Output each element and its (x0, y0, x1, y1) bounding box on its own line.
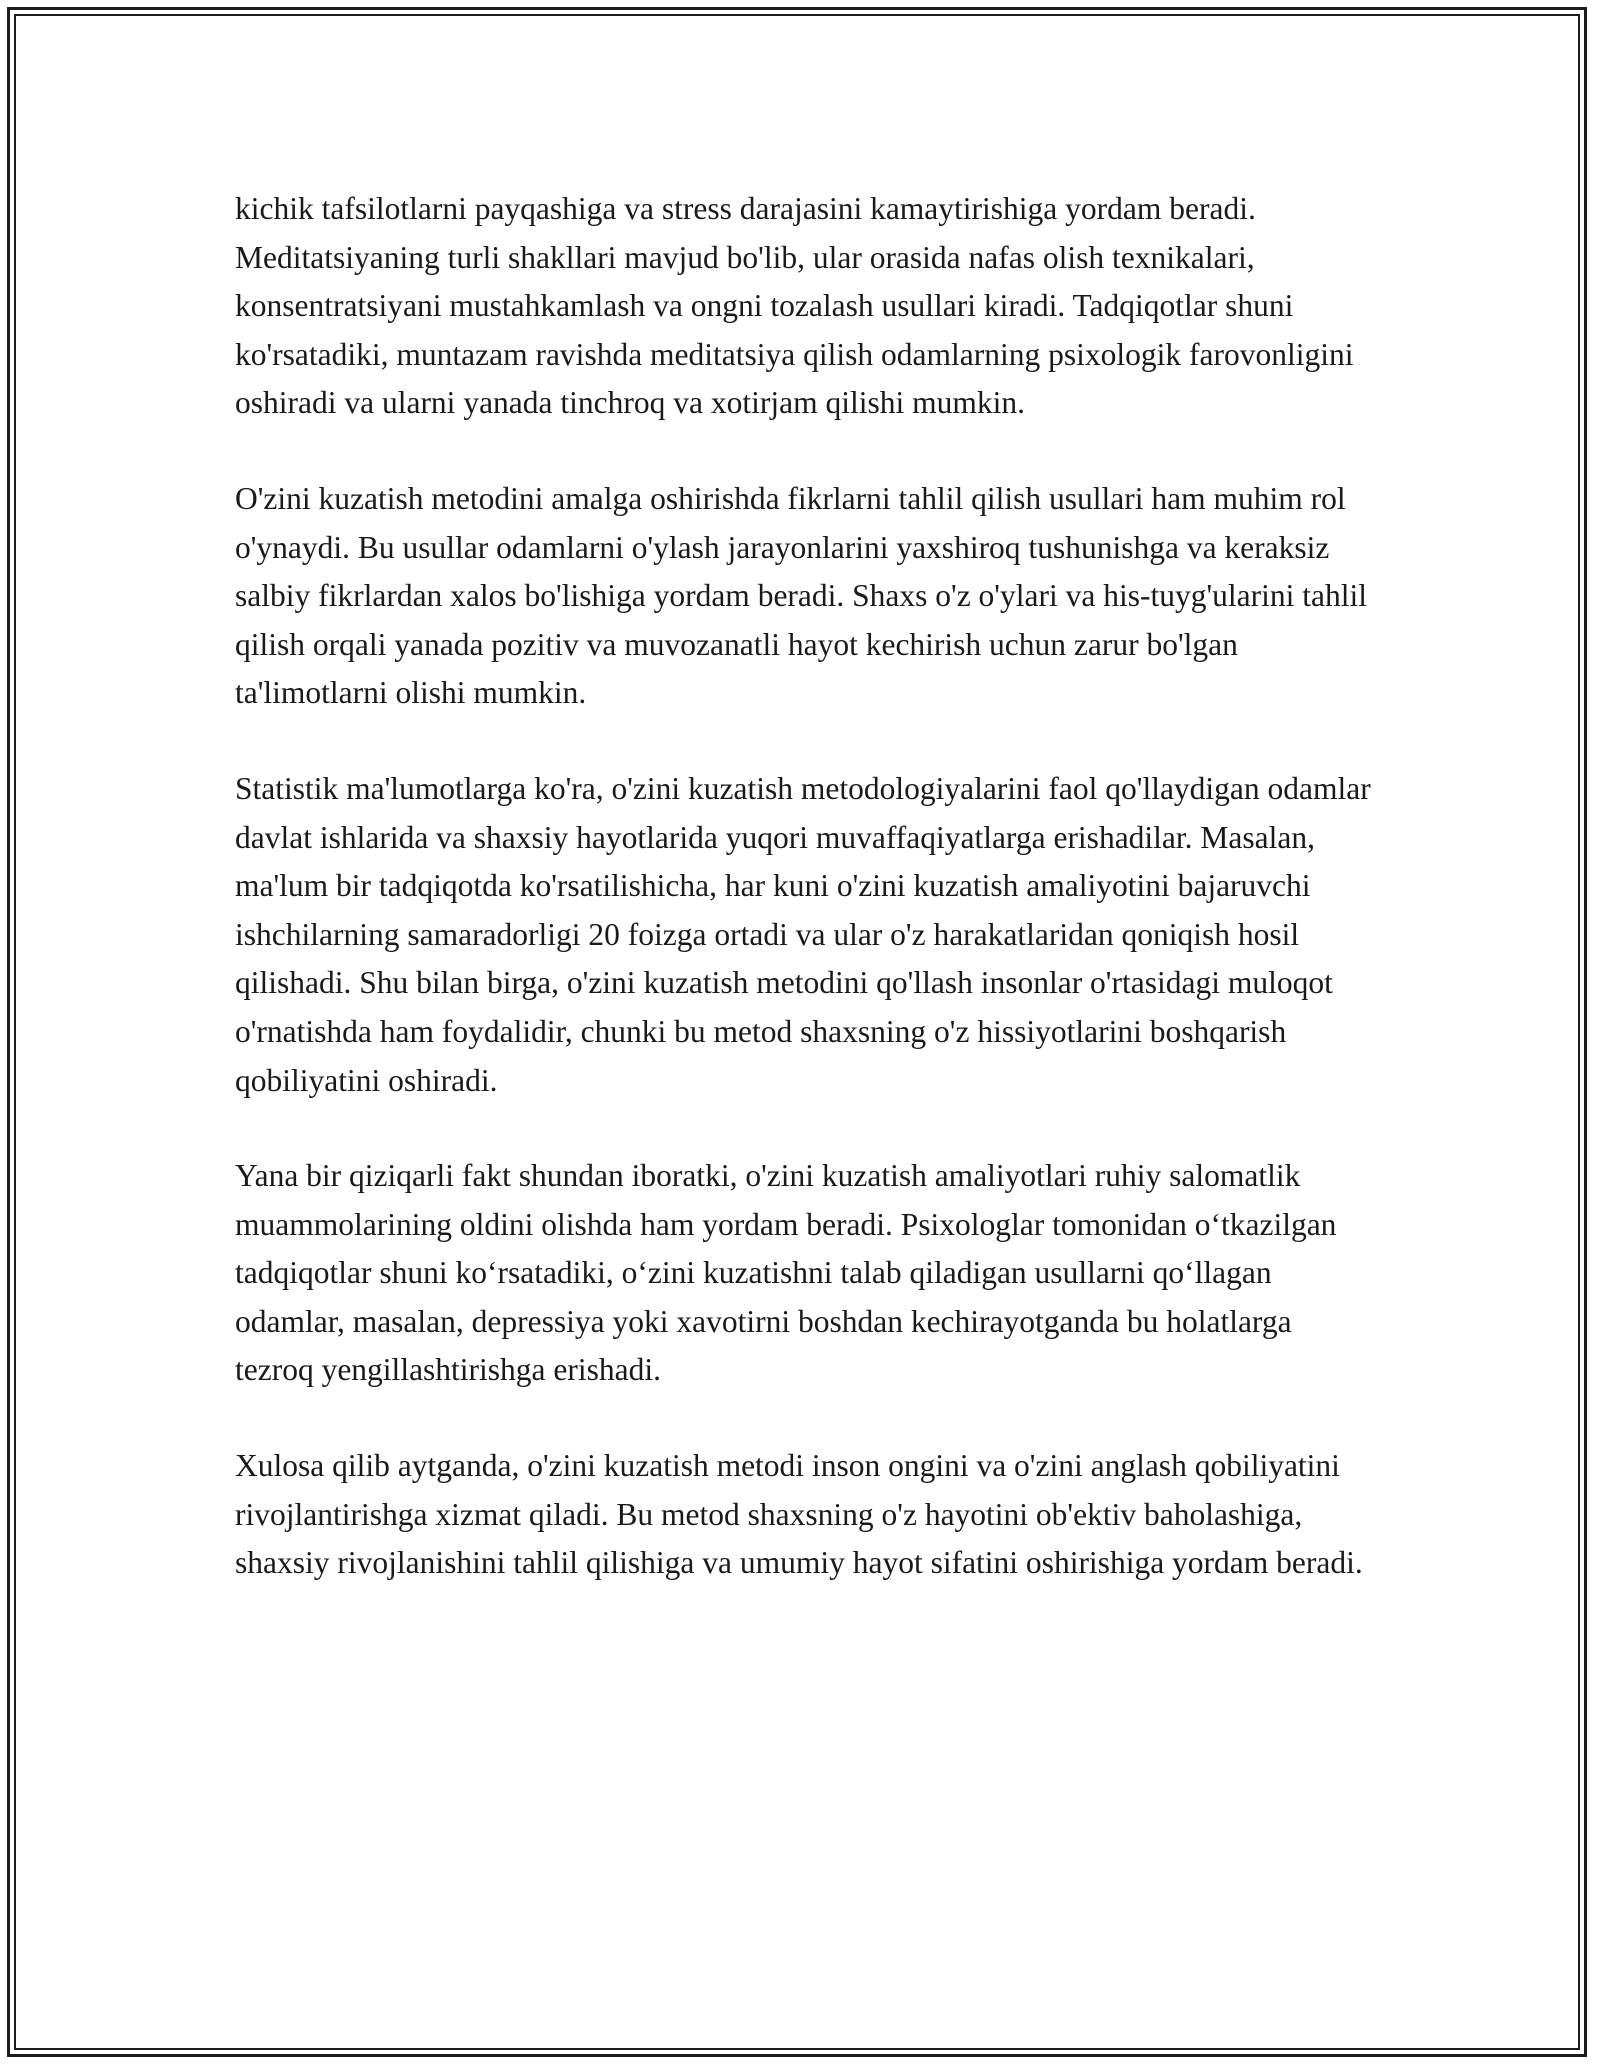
paragraph-meditation: kichik tafsilotlarni payqashiga va stress darajasini kamaytirishiga yordam beradi. Meditatsiyaning turli shakllari mavjud bo'lib, ular orasida nafas olish texnikalari, konsentratsiyani mustahkamlash va ongni tozalash usullari kiradi. Tadqiqotlar shuni ko'rsatadiki, muntazam ravishda meditatsiya qilish odamlarning psixologik farovonligini oshiradi va ularni yanada tinchroq va xotirjam qilishi mumkin. (235, 191, 1354, 421)
document-body (235, 185, 1375, 1635)
paragraph-conclusion: Xulosa qilib aytganda, o'zini kuzatish metodi inson ongini va o'zini anglash qobiliyatini rivojlantirishga xizmat qiladi. Bu metod shaxsning o'z hayotini ob'ektiv baholashiga, shaxsiy rivojlanishini tahlil qilishiga va umumiy hayot sifatini oshirishiga yordam beradi. (235, 1448, 1363, 1581)
paragraph-mental-health: Yana bir qiziqarli fakt shundan iboratki, o'zini kuzatish amaliyotlari ruhiy salomatlik muammolarining oldini olishda ham yordam beradi. Psixologlar tomonidan o‘tkazilgan tadqiqotlar shuni ko‘rsatadiki, o‘zini kuzatishni talab qiladigan usullarni qo‘llagan odamlar, masalan, depressiya yoki xavotirni boshdan kechirayotganda bu holatlarga tezroq yengillashtirishga erishadi. (235, 1158, 1337, 1388)
paragraph-thought-analysis: O'zini kuzatish metodini amalga oshirishda fikrlarni tahlil qilish usullari ham muhim rol o'ynaydi. Bu usullar odamlarni o'ylash jarayonlarini yaxshiroq tushunishga va keraksiz salbiy fikrlardan xalos bo'lishiga yordam beradi. Shaxs o'z o'ylari va his-tuyg'ularini tahlil qilish orqali yanada pozitiv va muvozanatli hayot kechirish uchun zarur bo'lgan ta'limotlarni olishi mumkin. (235, 480, 1367, 711)
paragraph-statistics: Statistik ma'lumotlarga ko'ra, o'zini kuzatish metodologiyalarini faol qo'llaydigan odamlar davlat ishlarida va shaxsiy hayotlarida yuqori muvaffaqiyatlarga erishadilar. Masalan, ma'lum bir tadqiqotda ko'rsatilishicha, har kuni o'zini kuzatish amaliyotini bajaruvchi ishchilarning samaradorligi 20 foizga ortadi va ular o'z harakatlaridan qoniqish hosil qilishadi. Shu bilan birga, o'zini kuzatish metodini qo'llash insonlar o'rtasidagi muloqot o'rnatishda ham foydalidir, chunki bu metod shaxsning o'z hissiyotlarini boshqarish qobiliyatini oshiradi. (235, 770, 1371, 1098)
